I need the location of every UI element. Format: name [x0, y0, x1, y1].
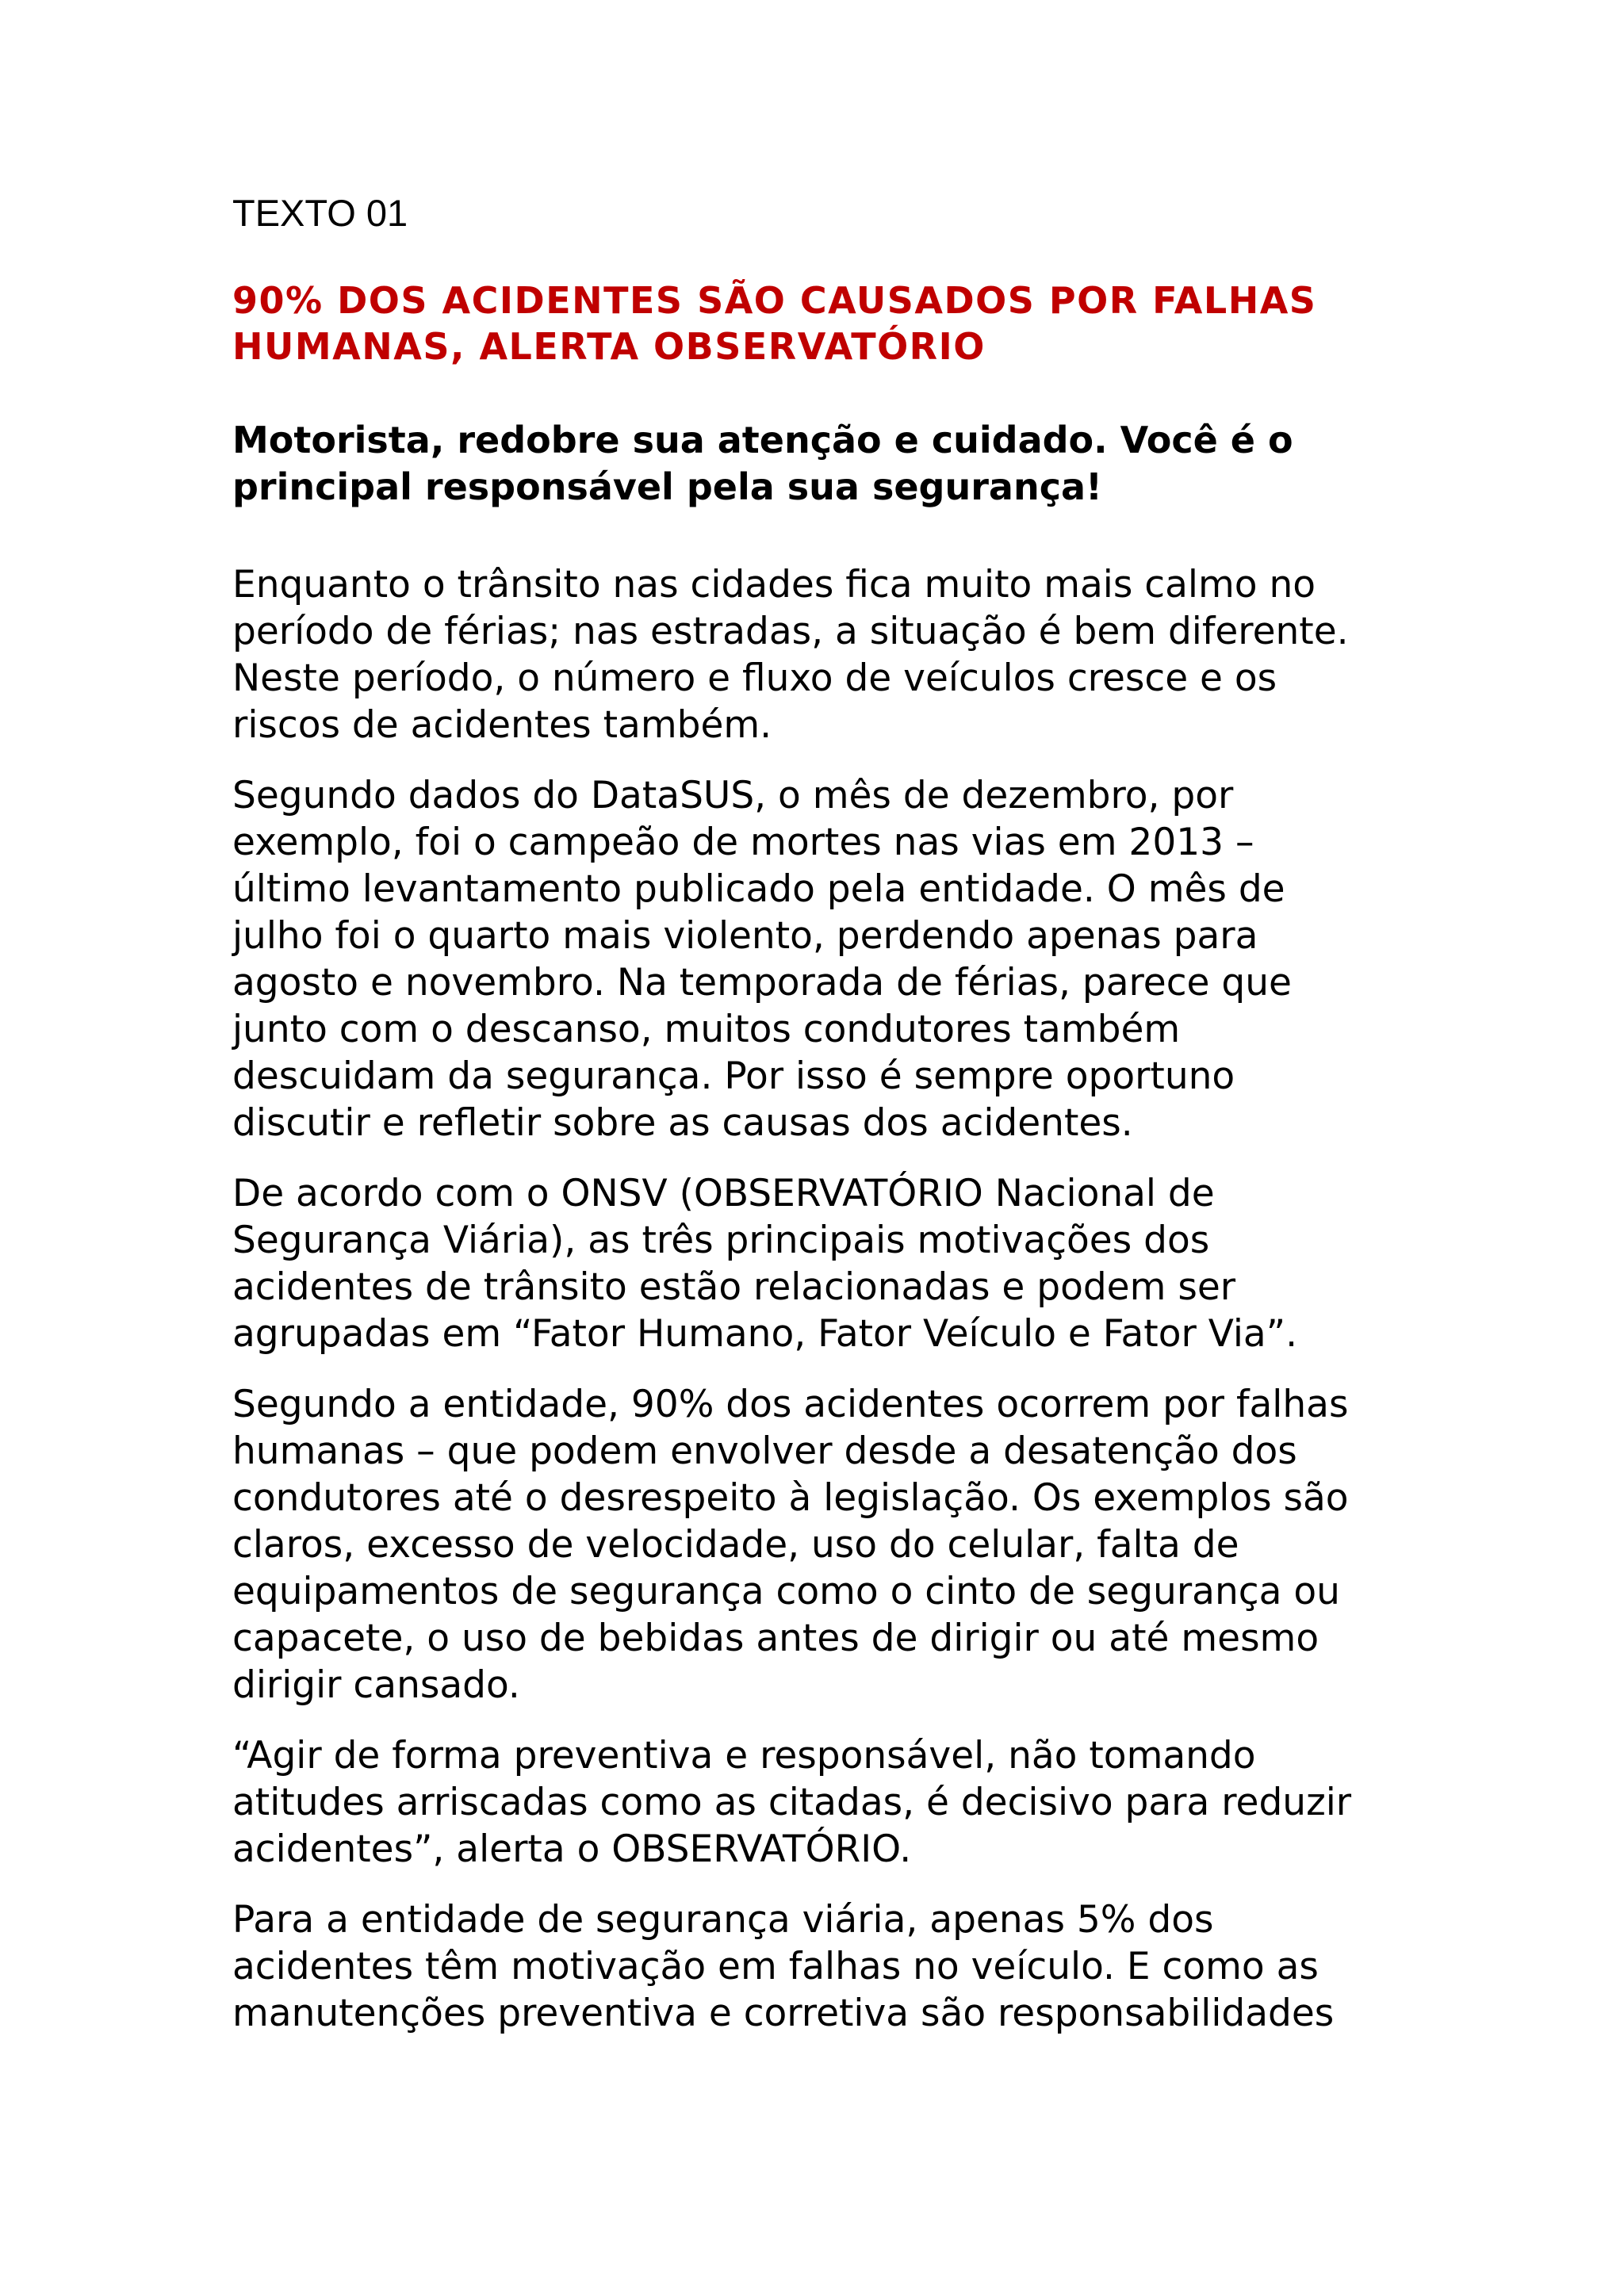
paragraph-line: Segundo a entidade, 90% dos acidentes ocorrem por falhas: [232, 1383, 1349, 1426]
paragraph-line: equipamentos de segurança como o cinto de segurança ou: [232, 1570, 1340, 1613]
paragraph-6: [232, 1896, 1406, 2037]
paragraph-line: Segurança Viária), as três principais motivações dos: [232, 1219, 1210, 1262]
paragraph-line: período de férias; nas estradas, a situação é bem diferente.: [232, 610, 1349, 653]
paragraph-line: acidentes de trânsito estão relacionadas e podem ser: [232, 1265, 1236, 1309]
paragraph-line: “Agir de forma preventiva e responsável, não tomando: [232, 1734, 1256, 1777]
paragraph-line: descuidam da segurança. Por isso é sempre oportuno: [232, 1054, 1235, 1098]
paragraph-line: acidentes”, alerta o OBSERVATÓRIO.: [232, 1827, 912, 1871]
subheadline-line: Motorista, redobre sua atenção e cuidado. Você é o: [232, 419, 1293, 461]
paragraph-line: dirigir cansado.: [232, 1663, 520, 1707]
paragraph-line: Neste período, o número e fluxo de veículos cresce e os: [232, 656, 1277, 700]
article: [232, 190, 1406, 2037]
headline: [232, 277, 1406, 369]
paragraph-line: Para a entidade de segurança viária, apenas 5% dos: [232, 1898, 1214, 1942]
headline-line: HUMANAS, ALERTA OBSERVATÓRIO: [232, 325, 986, 368]
paragraph-line: acidentes têm motivação em falhas no veículo. E como as: [232, 1945, 1319, 1988]
paragraph-4: [232, 1381, 1406, 1709]
text-label: TEXTO 01: [232, 192, 408, 234]
paragraph-line: riscos de acidentes também.: [232, 703, 772, 747]
paragraph-line: condutores até o desrespeito à legislação. Os exemplos são: [232, 1476, 1349, 1520]
paragraph-1: [232, 561, 1406, 748]
paragraph-line: humanas – que podem envolver desde a desatenção dos: [232, 1429, 1297, 1473]
paragraph-line: Segundo dados do DataSUS, o mês de dezembro, por: [232, 774, 1234, 817]
paragraph-line: junto com o descanso, muitos condutores também: [232, 1008, 1181, 1051]
paragraph-line: agosto e novembro. Na temporada de férias, parece que: [232, 961, 1292, 1004]
paragraph-line: Enquanto o trânsito nas cidades fica muito mais calmo no: [232, 563, 1316, 607]
subheadline: [232, 417, 1406, 511]
paragraph-5: [232, 1732, 1406, 1873]
paragraph-line: discutir e refletir sobre as causas dos acidentes.: [232, 1101, 1133, 1145]
paragraph-line: agrupadas em “Fator Humano, Fator Veículo e Fator Via”.: [232, 1312, 1298, 1356]
paragraph-line: capacete, o uso de bebidas antes de dirigir ou até mesmo: [232, 1617, 1320, 1660]
paragraph-line: exemplo, foi o campeão de mortes nas vias em 2013 –: [232, 821, 1254, 864]
paragraph-line: manutenções preventiva e corretiva são responsabilidades: [232, 1992, 1335, 2035]
paragraph-line: claros, excesso de velocidade, uso do celular, falta de: [232, 1523, 1239, 1567]
paragraph-line: último levantamento publicado pela entidade. O mês de: [232, 867, 1285, 911]
paragraph-line: julho foi o quarto mais violento, perdendo apenas para: [232, 914, 1258, 958]
paragraph-2: [232, 772, 1406, 1146]
paragraph-3: [232, 1170, 1406, 1357]
paragraph-line: De acordo com o ONSV (OBSERVATÓRIO Nacional de: [232, 1172, 1215, 1215]
subheadline-line: principal responsável pela sua segurança!: [232, 465, 1102, 508]
headline-line: 90% DOS ACIDENTES SÃO CAUSADOS POR FALHAS: [232, 279, 1317, 322]
paragraph-line: atitudes arriscadas como as citadas, é decisivo para reduzir: [232, 1781, 1352, 1824]
